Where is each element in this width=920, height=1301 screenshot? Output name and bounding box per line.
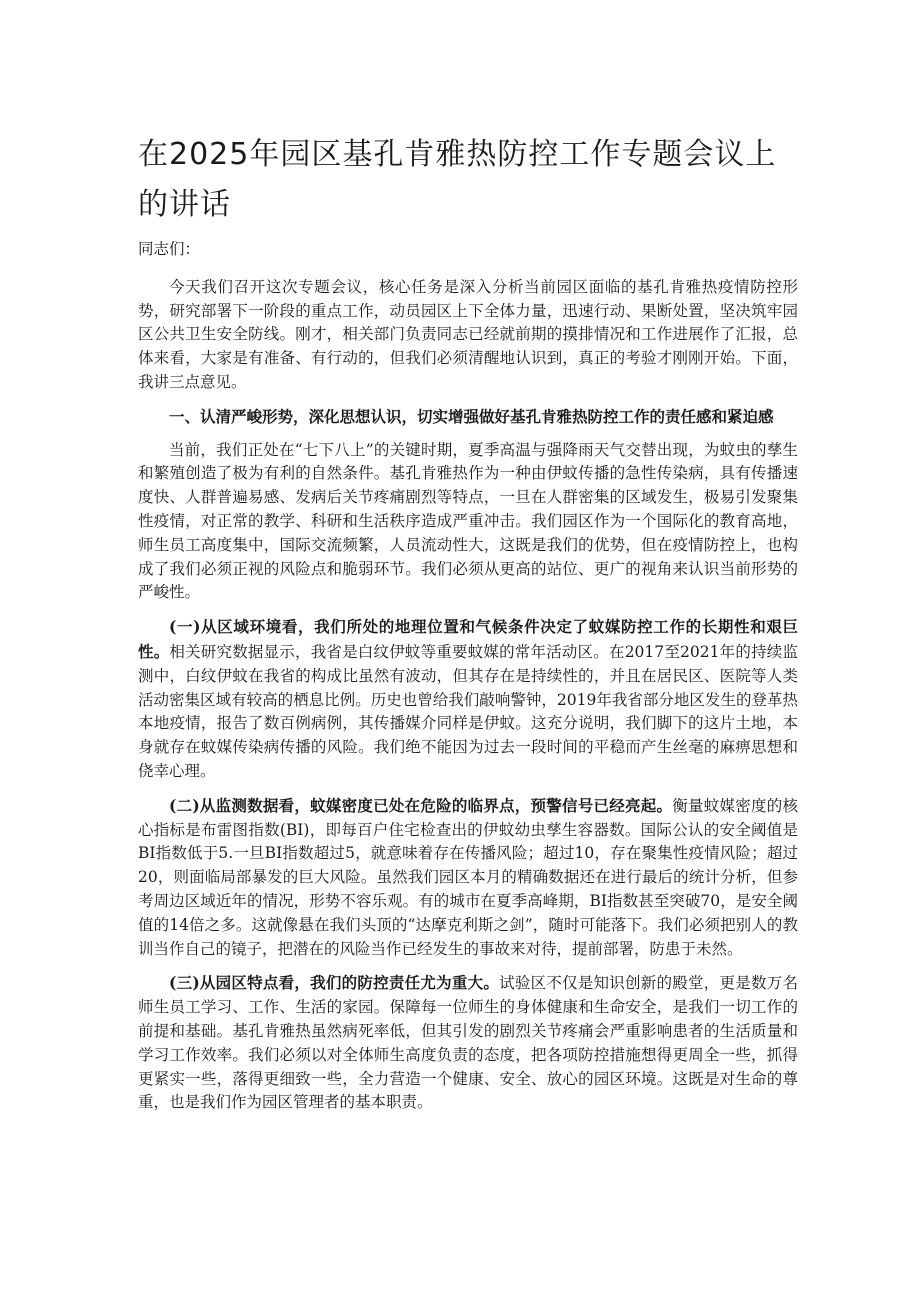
point-text-1: 相关研究数据显示，我省是白纹伊蚊等重要蚊媒的常年活动区。在2017至2021年的持续监测中，白纹伊蚊在我省的构成比虽然有波动，但其存在是持续性的，并且在居民区、医院等人类活动密集区域有较高的栖息比例。历史也曾给我们敲响警钟，2019年我省部分地区发生的登革热本地疫情，报告了数百例病例，其传播媒介同样是伊蚊。这充分说明，我们脚下的这片土地，本身就存在蚊媒传染病传播的风险。我们绝不能因为过去一段时间的平稳而产生丝毫的麻痹思想和侥幸心理。 <box>138 642 798 780</box>
point-paragraph-1 <box>138 615 798 784</box>
salutation: 同志们： <box>138 240 201 258</box>
document-title: 在2025年园区基孔肯雅热防控工作专题会议上的讲话 <box>138 137 777 222</box>
intro-paragraph: 今天我们召开这次专题会议，核心任务是深入分析当前园区面临的基孔肯雅热疫情防控形势，研究部署下一阶段的重点工作，动员园区上下全体力量，迅速行动、果断处置，坚决筑牢园区公共卫生安全防线。刚才，相关部门负责同志已经就前期的摸排情况和工作进展作了汇报，总体来看，大家是有准备、有行动的，但我们必须清醒地认识到，真正的考验才刚刚开始。下面，我讲三点意见。 <box>138 277 798 391</box>
point-lead-3: (三)从园区特点看，我们的防控责任尤为重大。 <box>169 973 500 993</box>
section-paragraph: 当前，我们正处在“七下八上”的关键时期，夏季高温与强降雨天气交替出现，为蚊虫的孳生和繁殖创造了极为有利的自然条件。基孔肯雅热作为一种由伊蚊传播的急性传染病，具有传播速度快、人群普遍易感、发病后关节疼痛剧烈等特点，一旦在人群密集的区域发生，极易引发聚集性疫情，对正常的教学、科研和生活秩序造成严重冲击。我们园区作为一个国际化的教育高地，师生员工高度集中，国际交流频繁，人员流动性大，这既是我们的优势，但在疫情防控上，也构成了我们必须正视的风险点和脆弱环节。我们必须从更高的站位、更广的视角来认识当前形势的严峻性。 <box>138 440 798 602</box>
point-lead-1: (一)从区域环境看，我们所处的地理位置和气候条件决定了蚊媒防控工作的长期性和艰巨性。 <box>138 617 798 661</box>
section-heading: 一、认清严峻形势，深化思想认识，切实增强做好基孔肯雅热防控工作的责任感和紧迫感 <box>169 406 774 426</box>
point-text-3: 试验区不仅是知识创新的殿堂，更是数万名师生员工学习、工作、生活的家园。保障每一位师生的身体健康和生命安全，是我们一切工作的前提和基础。基孔肯雅热虽然病死率低，但其引发的剧烈关节疼痛会严重影响患者的生活质量和学习工作效率。我们必须以对全体师生高度负责的态度，把各项防控措施想得更周全一些，抓得更紧实一些，落得更细致一些，全力营造一个健康、安全、放心的园区环境。这既是对生命的尊重，也是我们作为园区管理者的基本职责。 <box>138 974 798 1112</box>
document-body <box>138 238 798 1125</box>
point-text-2: 衡量蚊媒密度的核心指标是布雷图指数(BI)，即每百户住宅检查出的伊蚊幼虫孳生容器数。国际公认的安全阈值是BI指数低于5.一旦BI指数超过5，就意味着存在传播风险；超过10，存在聚集性疫情风险；超过20，则面临局部暴发的巨大风险。虽然我们园区本月的精确数据还在进行最后的统计分析，但参考周边区域近年的情况，形势不容乐观。有的城市在夏季高峰期，BI指数甚至突破70，是安全阈值的14倍之多。这就像悬在我们头顶的“达摩克利斯之剑”，随时可能落下。我们必须把别人的教训当作自己的镜子，把潜在的风险当作已经发生的事故来对待，提前部署，防患于未然。 <box>138 796 798 958</box>
point-paragraph-2 <box>138 794 798 962</box>
point-lead-2: (二)从监测数据看，蚊媒密度已处在危险的临界点，预警信号已经亮起。 <box>169 795 673 815</box>
point-paragraph-3 <box>138 971 798 1115</box>
